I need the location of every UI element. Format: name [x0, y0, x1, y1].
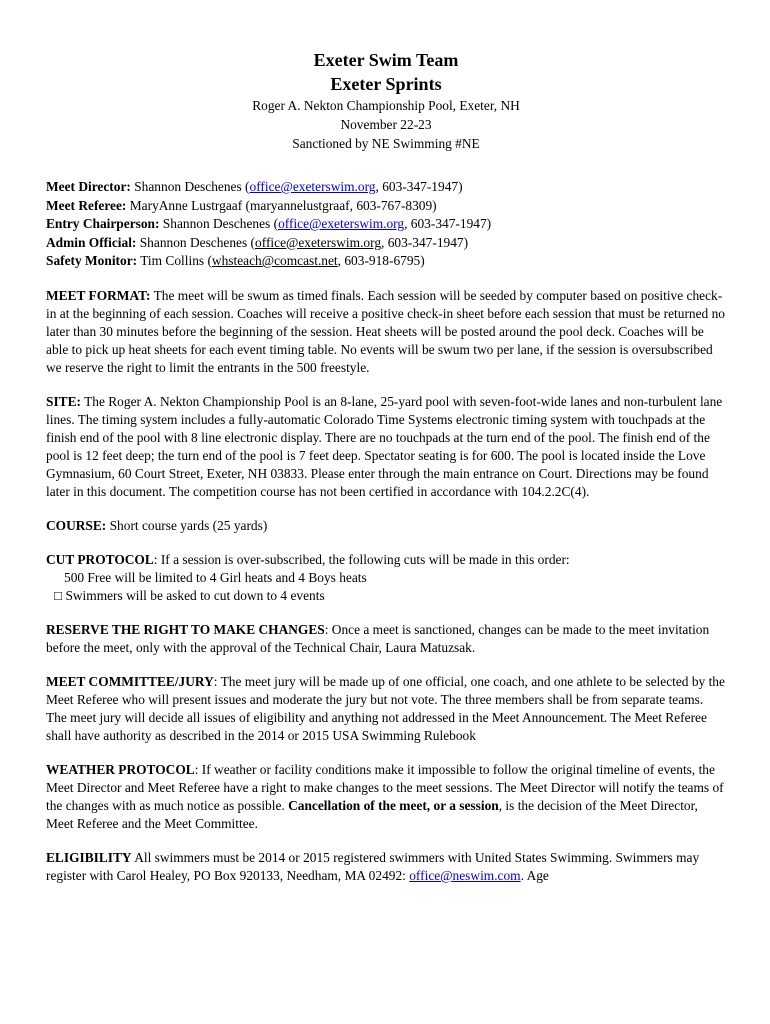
cut-item-text: Swimmers will be asked to cut down to 4 events: [62, 587, 325, 603]
team-title: Exeter Swim Team: [313, 50, 459, 70]
weather-protocol-section: [46, 761, 726, 833]
section-label: MEET FORMAT:: [46, 287, 151, 303]
email-link[interactable]: office@exeterswim.org: [255, 234, 382, 250]
section-text: Short course yards (25 yards): [106, 517, 268, 533]
section-label: SITE:: [46, 393, 81, 409]
course-section: [46, 517, 726, 535]
section-tail: . Age: [520, 867, 549, 883]
contact-phone: , 603-347-1947): [375, 179, 463, 194]
site-section: [46, 393, 726, 501]
section-text: All swimmers must be 2014 or 2015 registered swimmers with United States Swimming. Swimmers may register with Carol Healey, PO Box 920133, Needham, MA 02492:: [46, 849, 700, 883]
title-block: [46, 48, 726, 153]
cut-item-500-free: 500 Free will be limited to 4 Girl heats and 4 Boys heats: [64, 569, 367, 585]
reserve-changes-section: [46, 621, 726, 657]
section-label: ELIGIBILITY: [46, 849, 132, 865]
venue-line: Roger A. Nekton Championship Pool, Exeter, NH: [252, 98, 520, 113]
sanction-line: Sanctioned by NE Swimming #NE: [292, 136, 480, 151]
section-label: MEET COMMITTEE/JURY: [46, 673, 214, 689]
contact-entry-chair: [46, 215, 726, 234]
meet-title: Exeter Sprints: [330, 74, 442, 94]
cut-protocol-section: [46, 551, 726, 605]
contact-phone: , 603-347-1947): [381, 234, 469, 250]
section-label: WEATHER PROTOCOL: [46, 761, 195, 777]
email-link[interactable]: office@neswim.com: [409, 867, 521, 883]
section-text: The meet will be swum as timed finals. Each session will be seeded by computer based on positive check-in at the beginning of each session. Coaches will receive a positive check-in sheet before each session that must be returned no later than 30 minutes before the beginning of the session. Heat sheets will be posted around the pool deck. Coaches will be able to pick up heat sheets for each event timing table. No events will be swum two per lane, if the session is oversubscribed we reserve the right to limit the entrants in the 500 freestyle.: [46, 287, 725, 375]
cancellation-note: Cancellation of the meet, or a session: [288, 797, 499, 813]
section-text: The Roger A. Nekton Championship Pool is an 8-lane, 25-yard pool with seven-foot-wide lanes and non-turbulent lane lines. The timing system includes a fully-automatic Colorado Time Systems electronic timing system with touchpads at the finish end of the pool with 8 line electronic display. There are no touchpads at the turn end of the pool. The finish end of the pool is 12 feet deep; the turn end of the pool is 7 feet deep. Spectator seating is for 600. The pool is located inside the Love Gymnasium, 60 Court Street, Exeter, NH 03833. Please enter through the main entrance on Court. Directions may be found later in this document. The competition course has not been certified in accordance with 104.2.2C(4).: [46, 393, 723, 499]
contact-phone: , 603-347-1947): [404, 216, 492, 231]
contact-phone: , 603-918-6795): [337, 253, 425, 268]
email-link[interactable]: office@exeterswim.org: [249, 179, 376, 194]
document-page: [46, 48, 726, 885]
contact-name: Shannon Deschenes (: [136, 234, 256, 250]
contact-label: Meet Referee:: [46, 197, 127, 213]
meet-jury-section: [46, 673, 726, 745]
contact-safety-monitor: [46, 252, 726, 271]
section-text: : The meet jury will be made up of one official, one coach, and one athlete to be selected by the Meet Referee who will present issues and moderate the jury but not vote. The three members shall be from separate teams. The meet jury will decide all issues of eligibility and anything not addressed in the Meet Announcement. The Meet Referee shall have authority as described in the 2014 or 2015 USA Swimming Rulebook: [46, 673, 725, 743]
eligibility-section: [46, 849, 726, 885]
contact-name: Shannon Deschenes (: [159, 216, 279, 231]
contact-label: Entry Chairperson:: [46, 216, 160, 231]
section-text: : If a session is over-subscribed, the following cuts will be made in this order:: [153, 551, 570, 567]
contact-label: Safety Monitor:: [46, 253, 138, 268]
contact-label: Meet Director:: [46, 179, 131, 194]
bullet-icon: □: [54, 587, 63, 603]
contact-meet-referee: [46, 197, 726, 216]
section-text: : Once a meet is sanctioned, changes can be made to the meet invitation before the meet, only with the approval of the Technical Chair, Laura Matuzsak.: [46, 621, 710, 655]
section-text: : If weather or facility conditions make it impossible to follow the original timeline of events, the Meet Director and Meet Referee have a right to make changes to the meet sessions. The Meet Director will notify the teams of the changes with as much notice as possible.: [46, 761, 724, 813]
contact-name: Shannon Deschenes (: [130, 179, 250, 194]
cut-item-events: [46, 587, 726, 605]
email-link[interactable]: whsteach@comcast.net: [211, 253, 338, 268]
section-label: COURSE:: [46, 517, 107, 533]
dates-line: November 22-23: [340, 117, 432, 132]
email-link[interactable]: office@exeterswim.org: [278, 216, 405, 231]
contact-list: [46, 178, 726, 271]
contact-name: MaryAnne Lustrgaaf (maryannelustgraaf, 603-767-8309): [126, 197, 437, 213]
contact-name: Tim Collins (: [137, 253, 212, 268]
section-label: CUT PROTOCOL: [46, 551, 154, 567]
contact-label: Admin Official:: [46, 234, 137, 250]
contact-admin-official: [46, 234, 726, 253]
meet-format-section: [46, 287, 726, 377]
section-tail: , is the decision of the Meet Director, Meet Referee and the Meet Committee.: [46, 797, 698, 831]
contact-meet-director: [46, 178, 726, 197]
section-label: RESERVE THE RIGHT TO MAKE CHANGES: [46, 621, 325, 637]
